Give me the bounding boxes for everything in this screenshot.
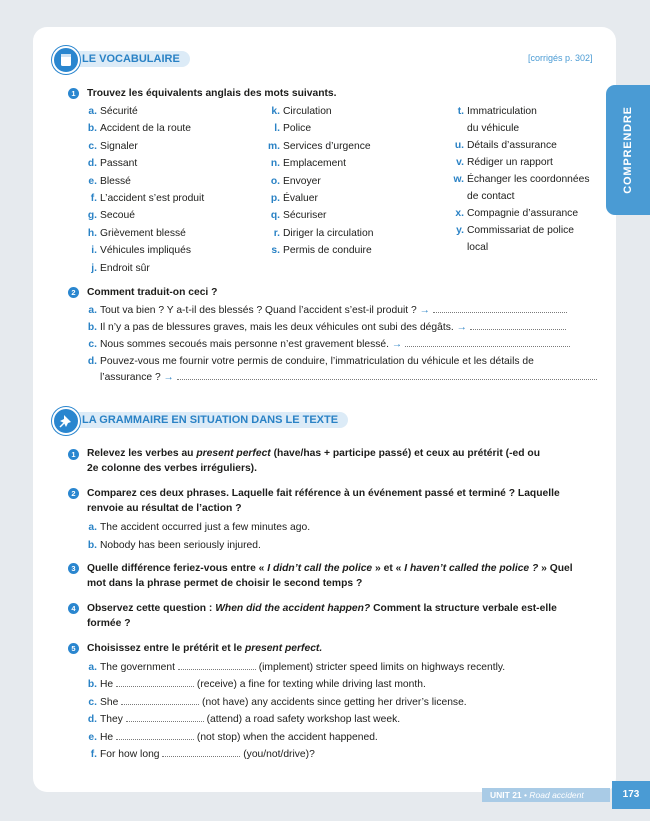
item-letter: r.	[273, 227, 280, 239]
item-text: (receive) a fine for texting while driving last month.	[194, 679, 426, 691]
footer-unit: UNIT 21 • Road accident	[482, 788, 610, 802]
answer-blank[interactable]	[162, 747, 240, 757]
vocab-item	[450, 206, 578, 221]
item-text: Détails d’assurance	[467, 140, 557, 151]
item-text: Échanger les coordonnées	[467, 174, 590, 185]
fill-in-item	[87, 695, 467, 710]
question-number: 2	[68, 287, 79, 298]
item-text: Sécurité	[100, 106, 138, 117]
vocab-item	[266, 174, 321, 189]
item-text: She	[100, 696, 122, 708]
item-text: Évaluer	[283, 193, 318, 204]
vocab-item	[87, 121, 191, 136]
side-tab	[606, 85, 650, 215]
fill-in-item	[87, 747, 315, 762]
item-text: Diriger la circulation	[283, 227, 374, 239]
item-letter: j.	[91, 262, 97, 274]
item-letter: o.	[270, 175, 280, 187]
item-text: (attend) a road safety workshop last week.	[203, 714, 401, 726]
item-letter: g.	[87, 210, 97, 222]
vocab-item	[266, 139, 371, 154]
item-letter: c.	[88, 696, 97, 708]
item-text: Grièvement blessé	[100, 227, 186, 239]
vocab-item	[450, 104, 537, 119]
translate-item-d-cont: l’assurance ? →	[100, 370, 597, 385]
vocab-item	[266, 208, 327, 223]
item-letter: q.	[270, 210, 280, 222]
item-letter: k.	[271, 106, 280, 117]
item-text: Permis de conduire	[283, 245, 372, 257]
item-text: (not stop) when the accident happened.	[194, 731, 378, 743]
vocab-item	[87, 156, 137, 171]
item-text: The government	[100, 662, 178, 673]
item-text: L’accident s’est produit	[100, 193, 205, 204]
item-letter: l.	[274, 123, 280, 135]
vocab-item	[450, 138, 557, 153]
vocab-item	[87, 226, 186, 241]
item-letter: e.	[88, 175, 97, 187]
grammar-question-2: Comparez ces deux phrases. Laquelle fait référence à un événement passé et terminé ? Laquelle renvoie au résultat de l’action ?	[87, 488, 560, 514]
vocab-item	[266, 191, 318, 206]
vocab-item	[450, 121, 519, 136]
item-text: Blessé	[100, 175, 131, 187]
item-letter: d.	[87, 714, 97, 726]
item-text: Endroit sûr	[100, 262, 150, 274]
item-text: Immatriculation	[467, 106, 537, 117]
item-letter: e.	[88, 731, 97, 743]
translate-item-a: a. Tout va bien ? Y a-t-il des blessés ? Quand l’accident s’est-il produit ? →	[87, 303, 567, 318]
vocab-item	[87, 139, 138, 154]
answer-blank[interactable]	[116, 730, 194, 740]
item-text: Secoué	[100, 210, 135, 222]
question-number: 3	[68, 563, 79, 574]
item-letter: x.	[455, 208, 464, 219]
vocab-item	[87, 174, 131, 189]
vocab-item	[87, 191, 204, 206]
item-text: Véhicules impliqués	[100, 245, 192, 257]
answer-blank[interactable]	[126, 712, 204, 722]
sentence-b: b. Nobody has been seriously injured.	[87, 540, 261, 551]
item-text: Passant	[100, 158, 138, 170]
vocab-question-2: Comment traduit-on ceci ?	[87, 287, 218, 298]
sentence-a: a. The accident occurred just a few minutes ago.	[88, 522, 311, 533]
item-letter: m.	[267, 140, 280, 152]
translate-item-c: c. Nous sommes secoués mais personne n’est gravement blessé. →	[87, 337, 570, 352]
item-letter: d.	[87, 158, 97, 170]
item-text: Accident de la route	[100, 123, 192, 135]
item-letter: n.	[270, 158, 280, 170]
vocab-item	[266, 243, 372, 258]
item-text: Services d’urgence	[283, 140, 371, 152]
item-letter: f.	[90, 193, 97, 204]
item-text: Compagnie d’assurance	[467, 208, 579, 219]
vocab-section-title: LE VOCABULAIRE	[60, 51, 190, 67]
item-text: Rédiger un rapport	[467, 157, 553, 168]
page-number: 173	[612, 781, 650, 809]
question-number: 5	[68, 643, 79, 654]
translate-item-d: d. Pouvez-vous me fournir votre permis de conduire, l’immatriculation du véhicule et les détails de	[87, 356, 534, 367]
item-letter: w.	[453, 174, 464, 185]
item-text: Signaler	[100, 140, 138, 152]
item-letter: u.	[454, 140, 464, 151]
pin-icon	[52, 407, 80, 435]
vocab-item	[266, 104, 332, 119]
item-text: local	[467, 242, 489, 253]
item-letter: v.	[456, 157, 464, 168]
vocab-item	[87, 243, 191, 258]
item-letter: s.	[271, 245, 280, 257]
item-letter: y.	[456, 225, 464, 236]
book-icon	[52, 46, 80, 74]
answer-blank[interactable]	[121, 695, 199, 705]
grammar-section-title: LA GRAMMAIRE EN SITUATION DANS LE TEXTE	[60, 412, 348, 428]
item-letter: b.	[87, 679, 97, 691]
item-letter: p.	[270, 193, 280, 204]
vocab-item	[87, 261, 150, 276]
item-letter: i.	[91, 245, 97, 257]
item-text: (not have) any accidents since getting her driver’s license.	[199, 696, 467, 708]
fill-in-item	[87, 677, 426, 692]
grammar-question-5: Choisissez entre le prétérit et le present perfect.	[87, 643, 323, 654]
item-text: Envoyer	[283, 175, 321, 187]
vocab-item	[450, 172, 590, 187]
item-letter: b.	[87, 123, 97, 135]
translate-item-b: b. Il n’y a pas de blessures graves, mais les deux véhicules ont subi des dégâts. →	[87, 320, 566, 335]
answer-line[interactable]	[405, 337, 570, 347]
grammar-question-1: Relevez les verbes au present perfect (have/has + participe passé) et ceux au prétérit (-ed ou 2e colonne des verbes irréguliers).	[87, 448, 540, 474]
item-letter: h.	[87, 227, 97, 239]
vocab-item	[266, 156, 346, 171]
fill-in-item	[87, 730, 378, 745]
item-text: du véhicule	[467, 123, 520, 134]
answer-line[interactable]	[433, 303, 567, 313]
grammar-question-3: Quelle différence feriez-vous entre « I didn’t call the police » et « I haven’t called the police ? » Quel mot dans la phrase permet de choisir le second temps ?	[87, 563, 573, 589]
question-number: 4	[68, 603, 79, 614]
corrections-ref: [corrigés p. 302]	[528, 53, 593, 63]
answer-blank[interactable]	[178, 660, 256, 670]
item-text: (you/not/drive)?	[240, 749, 315, 760]
item-letter: a.	[88, 106, 97, 117]
vocab-item	[450, 189, 515, 204]
fill-in-item	[87, 712, 400, 727]
item-text: For how long	[100, 749, 163, 760]
fill-in-item	[87, 660, 505, 675]
vocab-item	[450, 155, 553, 170]
item-letter: c.	[88, 140, 97, 152]
item-text: Commissariat de police	[467, 225, 575, 236]
side-tab-label: COMPRENDRE	[622, 106, 634, 194]
answer-blank[interactable]	[116, 677, 194, 687]
question-number: 1	[68, 449, 79, 460]
item-text: He	[100, 679, 117, 691]
item-letter: f.	[90, 749, 97, 760]
vocab-item	[87, 208, 135, 223]
item-text: (implement) stricter speed limits on highways recently.	[255, 662, 506, 673]
vocab-item	[450, 223, 574, 238]
answer-line[interactable]	[177, 370, 597, 380]
question-number: 2	[68, 488, 79, 499]
item-letter: a.	[88, 662, 97, 673]
answer-line[interactable]	[470, 320, 566, 330]
item-text: They	[100, 714, 126, 726]
item-text: Police	[283, 123, 312, 135]
vocab-item	[87, 104, 138, 119]
vocab-item	[266, 121, 311, 136]
vocab-item	[266, 226, 373, 241]
item-text: Emplacement	[283, 158, 346, 170]
item-letter: t.	[457, 106, 464, 117]
item-text: Sécuriser	[283, 210, 327, 222]
grammar-question-4: Observez cette question : When did the accident happen? Comment la structure verbale est-elle formée ?	[87, 603, 557, 629]
vocab-question-1: Trouvez les équivalents anglais des mots suivants.	[87, 88, 337, 99]
question-number: 1	[68, 88, 79, 99]
item-text: Circulation	[283, 106, 332, 117]
item-text: He	[100, 731, 117, 743]
item-text: de contact	[467, 191, 515, 202]
vocab-item	[450, 240, 488, 255]
